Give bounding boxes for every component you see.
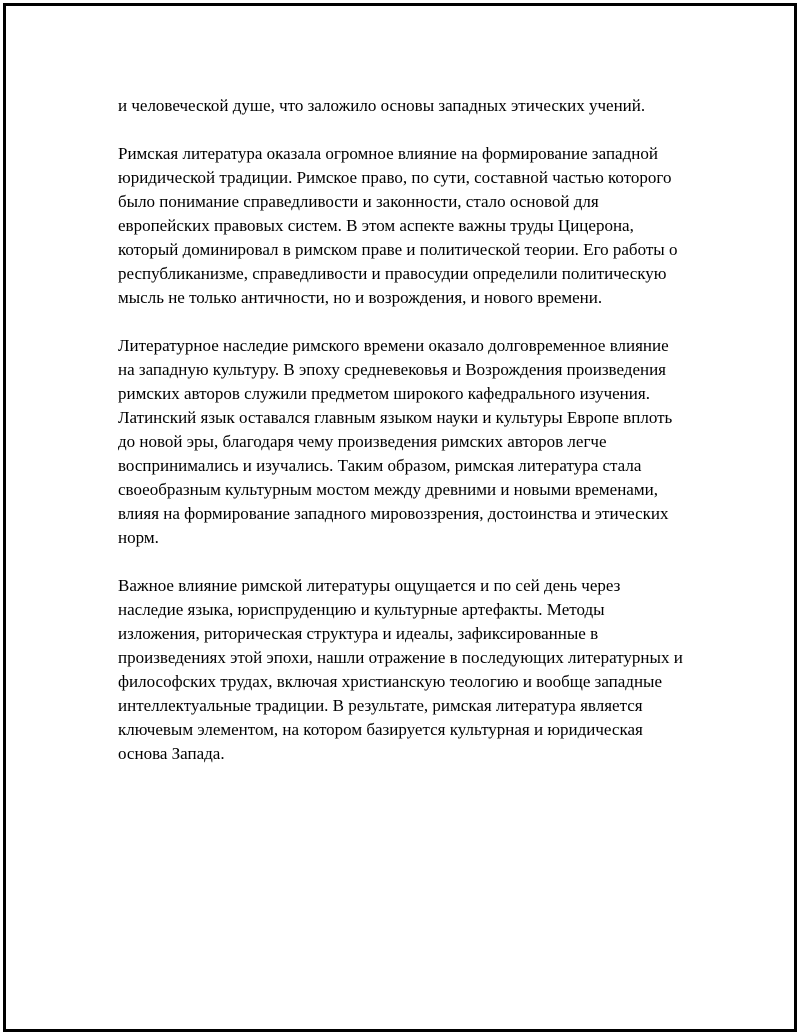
paragraph-2: Римская литература оказала огромное влияние на формирование западной юридической традиции. Римское право, по сути, составной частью которого было понимание справедливости и законности, стало основой для европейских правовых систем. В этом аспекте важны труды Цицерона, который доминировал в римском праве и политической теории. Его работы о республиканизме, справедливости и правосудии определили политическую мысль не только античности, но и возрождения, и нового времени. (118, 144, 678, 307)
paragraph-3: Литературное наследие римского времени оказало долговременное влияние на западную культуру. В эпоху средневековья и Возрождения произведения римских авторов служили предметом широкого кафедрального изучения. Латинский язык оставался главным языком науки и культуры Европе вплоть до новой эры, благодаря чему произведения римских авторов легче воспринимались и изучались. Таким образом, римская литература стала своеобразным культурным мостом между древними и новыми временами, влияя на формирование западного мировоззрения, достоинства и этических норм. (118, 336, 673, 547)
document-body (118, 94, 688, 790)
paragraph-1: и человеческой душе, что заложило основы западных этических учений. (118, 96, 646, 115)
paragraph-4: Важное влияние римской литературы ощущается и по сей день через наследие языка, юриспруденцию и культурные артефакты. Методы изложения, риторическая структура и идеалы, зафиксированные в произведениях этой эпохи, нашли отражение в последующих литературных и философских трудах, включая христианскую теологию и вообще западные интеллектуальные традиции. В результате, римская литература является ключевым элементом, на котором базируется культурная и юридическая основа Запада. (118, 576, 683, 763)
